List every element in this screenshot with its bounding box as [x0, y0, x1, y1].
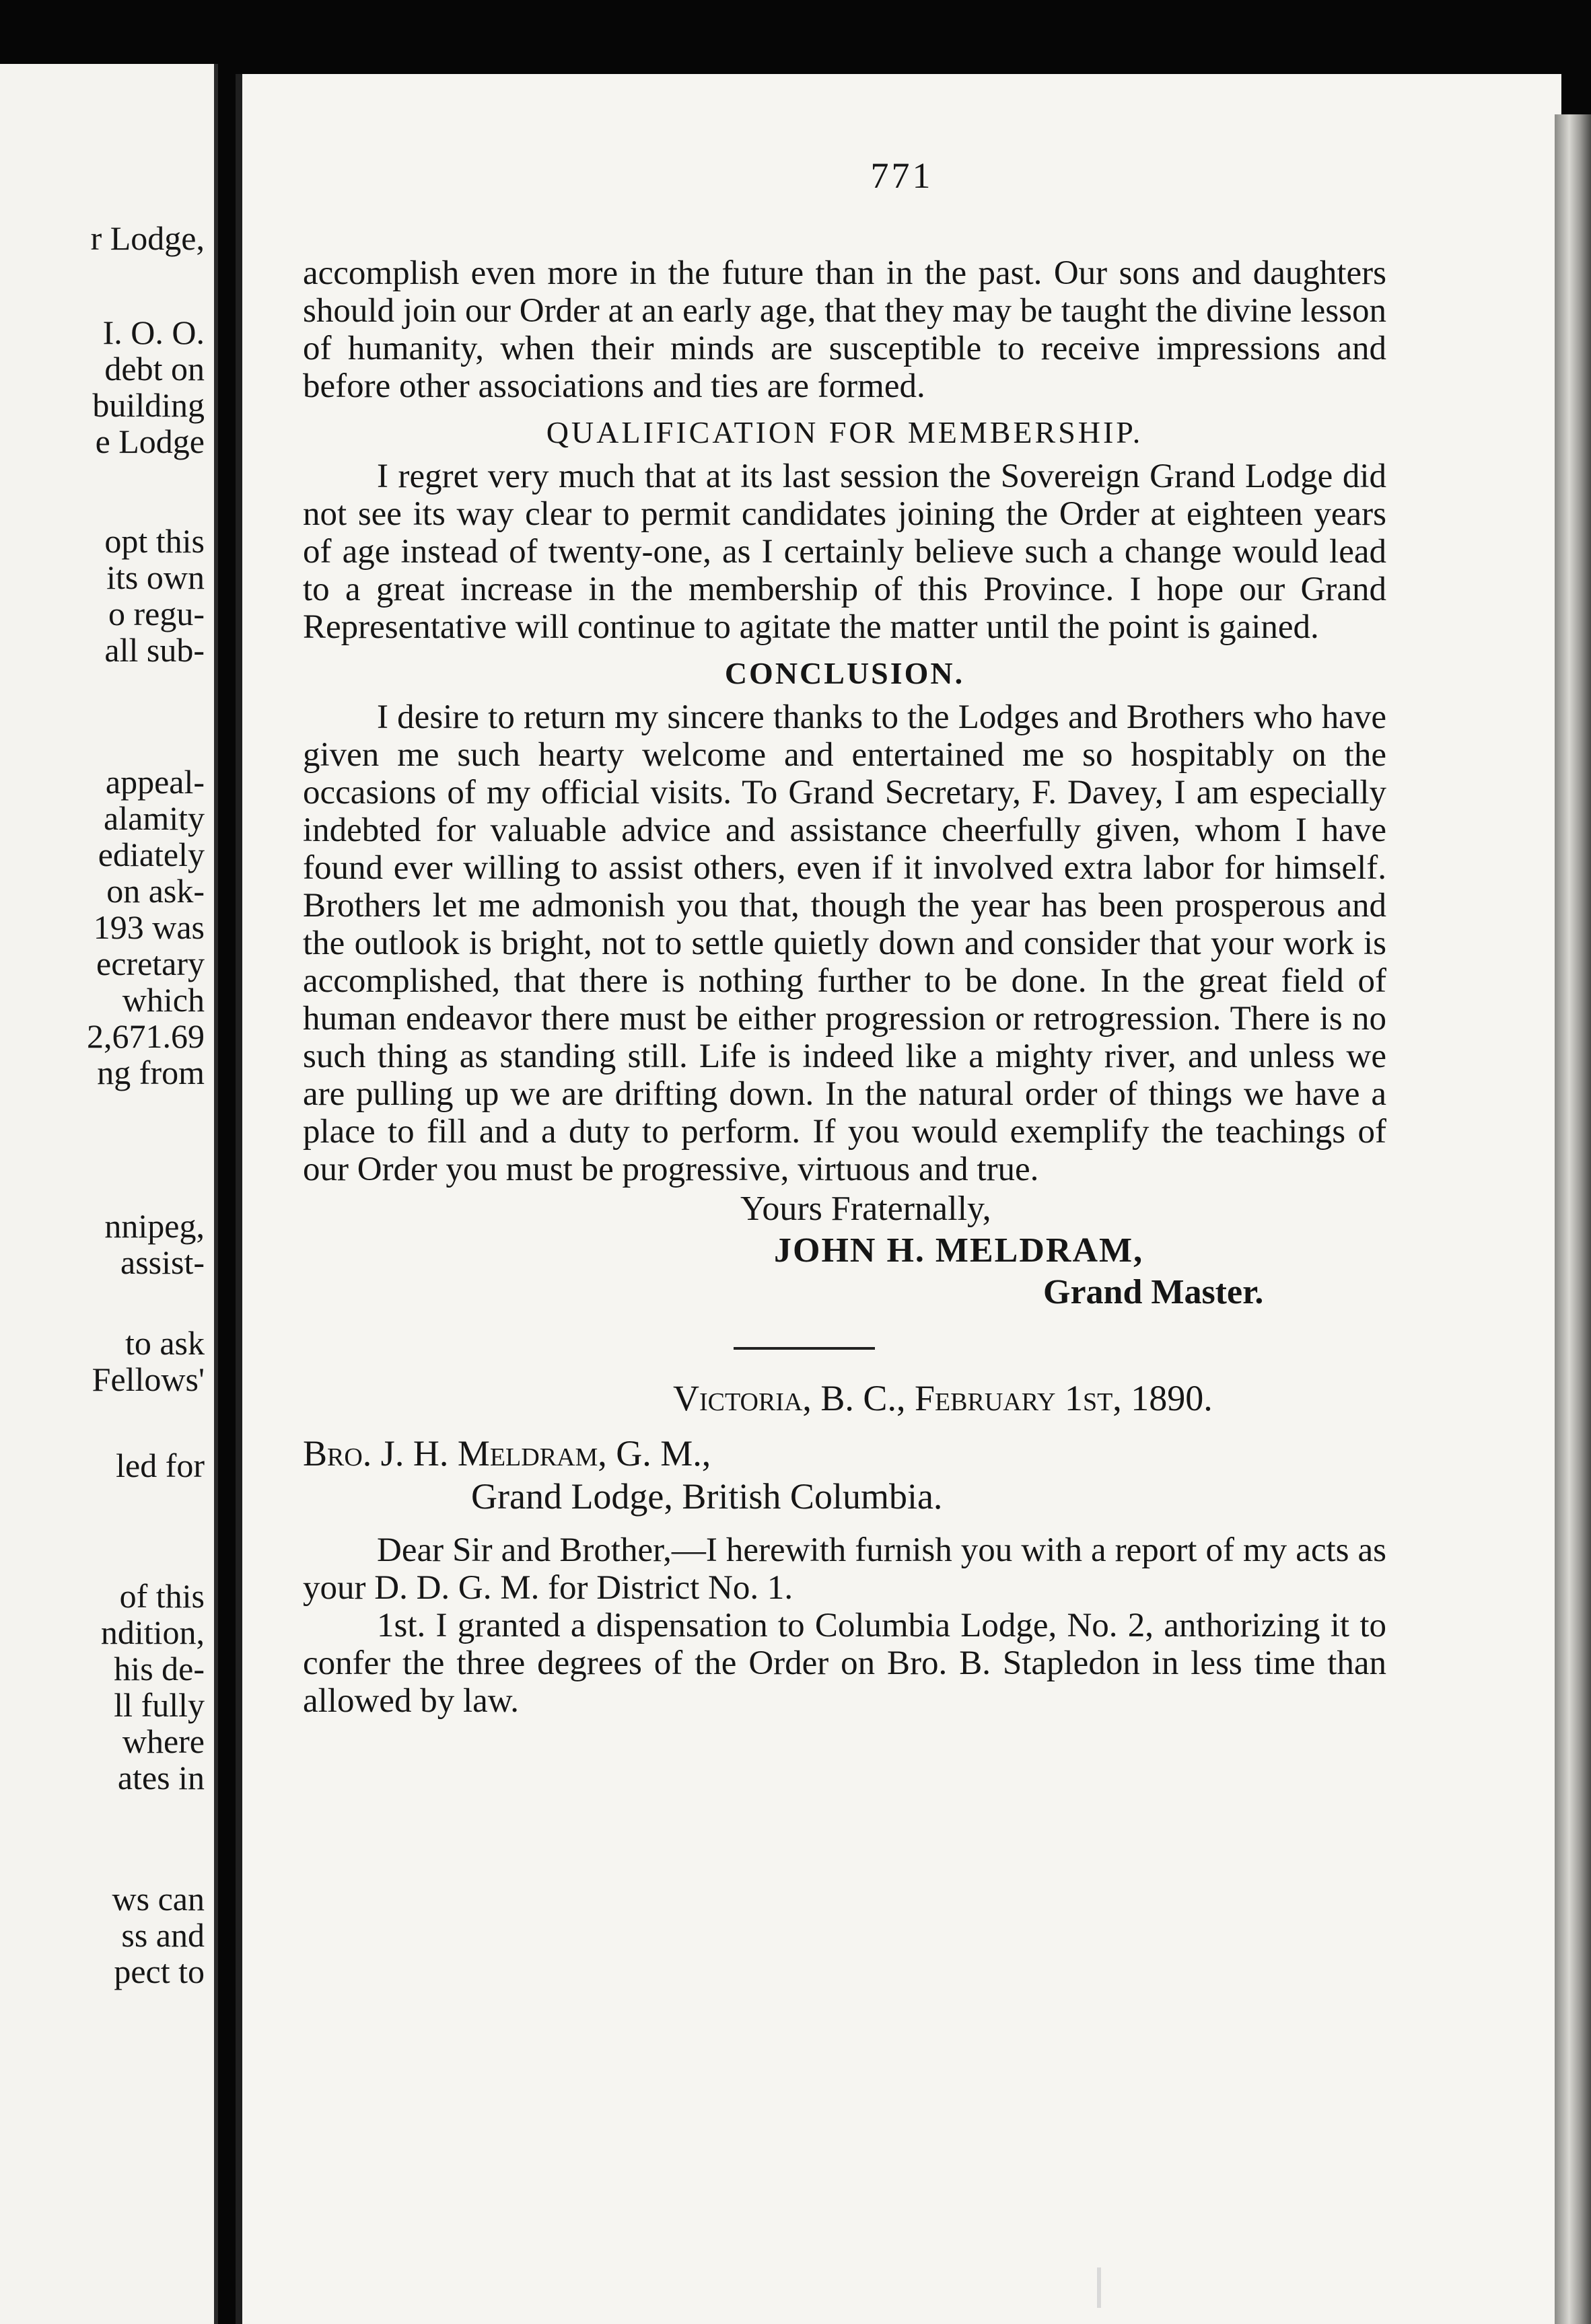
- signature-name: JOHN H. MELDRAM,: [774, 1231, 1144, 1270]
- opening-paragraph: accomplish even more in the future than in the past. Our sons and daughters should join our Order at an early age, that they may be taught the divine lesson of humanity, when their minds are susceptible to receive impressions and before other associations and ties are formed.: [303, 254, 1386, 405]
- left-page-fragment: o regu-: [108, 595, 205, 632]
- left-page-fragment: ss and: [121, 1916, 205, 1954]
- binding-mark: [1097, 2267, 1101, 2308]
- left-page-fragment: where: [122, 1722, 205, 1760]
- left-page-fragment: its own: [106, 558, 205, 596]
- left-page-fragment: ndition,: [100, 1613, 205, 1651]
- conclusion-paragraph: I desire to return my sincere thanks to the Lodges and Brothers who have given me such hearty welcome and entertained me so hospitably on the occasions of my official visits. To Grand Secretary, F. Davey, I am especially indebted for valuable advice and assistance cheerfully given, whom I have found ever willing to assist others, even if it involved extra labor for himself. Brothers let me admonish you that, though the year has been prosperous and the outlook is bright, not to settle quietly down and consider that your work is accomplished, that there is nothing further to be done. In the great field of human endeavor there must be either progression or retrogression. There is no such thing as standing still. Life is indeed like a mighty river, and unless we are pulling up we are drifting down. In the natural order of things we have a place to fill and a duty to perform. If you would exemplify the teachings of our Order you must be progressive, virtuous and true.: [303, 698, 1386, 1188]
- left-page-fragment: ecretary: [96, 945, 205, 982]
- signature-title: Grand Master.: [1043, 1273, 1264, 1311]
- left-page-fragment: alamity: [104, 799, 205, 837]
- left-page-fragment: ediately: [98, 836, 205, 873]
- right-page: [236, 74, 1561, 2324]
- left-page-fragment: ng from: [97, 1054, 205, 1091]
- left-page-fragment: debt on: [104, 350, 205, 388]
- left-page-fragment: building: [92, 386, 205, 424]
- left-page-fragment: opt this: [104, 522, 205, 560]
- left-page-fragment: r Lodge,: [90, 219, 205, 257]
- left-page-fragment: his de-: [114, 1650, 205, 1687]
- letter-dateline: Victoria, B. C., February 1st, 1890.: [673, 1378, 1213, 1418]
- left-page-fragment: to ask: [125, 1324, 205, 1362]
- left-page-fragment: e Lodge: [95, 423, 205, 460]
- book-edge: [1555, 114, 1591, 2324]
- left-page-fragment: appeal-: [105, 763, 205, 801]
- left-page-fragment: assist-: [120, 1243, 205, 1281]
- left-page-fragment: ll fully: [114, 1686, 205, 1724]
- left-page-fragment: ws can: [112, 1880, 205, 1918]
- letter-paragraph: 1st. I granted a dispensation to Columbia Lodge, No. 2, anthorizing it to confer the three degrees of the Order on Bro. B. Stapledon in less time than allowed by law.: [303, 1607, 1386, 1720]
- closing-salutation: Yours Fraternally,: [740, 1190, 991, 1228]
- qualification-paragraph: I regret very much that at its last session the Sovereign Grand Lodge did not see its way clear to permit candidates joining the Order at eighteen years of age instead of twenty-one, as I certainly believe such a change would lead to a great increase in the membership of this Province. I hope our Grand Representative will continue to agitate the matter until the point is gained.: [303, 458, 1386, 646]
- left-page-fragment: led for: [116, 1447, 205, 1484]
- divider-rule: [734, 1347, 875, 1350]
- left-page-fragment: 193 was: [93, 908, 205, 946]
- section-heading-conclusion: CONCLUSION.: [724, 656, 965, 690]
- section-heading-qualification: QUALIFICATION FOR MEMBERSHIP.: [546, 415, 1143, 449]
- left-page-fragment: Fellows': [92, 1360, 205, 1398]
- left-page-fragment: all sub-: [104, 631, 205, 669]
- page-number: 771: [870, 155, 933, 196]
- letter-addressee-organization: Grand Lodge, British Columbia.: [471, 1476, 943, 1517]
- left-page-fragment: on ask-: [106, 872, 205, 910]
- left-page-fragment: of this: [119, 1577, 205, 1615]
- left-page-fragment: 2,671.69: [87, 1017, 205, 1055]
- letter-paragraph: Dear Sir and Brother,—I herewith furnish you with a report of my acts as your D. D. G. M. for District No. 1.: [303, 1531, 1386, 1607]
- letter-addressee: Bro. J. H. Meldram, G. M.,: [303, 1433, 711, 1474]
- left-page-fragment: nnipeg,: [104, 1207, 205, 1245]
- left-page-fragment: ates in: [117, 1759, 205, 1796]
- left-page: [0, 64, 218, 2324]
- left-page-fragment: pect to: [114, 1953, 205, 1990]
- left-page-fragment: I. O. O.: [102, 314, 205, 351]
- page-text: [303, 254, 1386, 1720]
- left-page-fragment: which: [122, 981, 205, 1019]
